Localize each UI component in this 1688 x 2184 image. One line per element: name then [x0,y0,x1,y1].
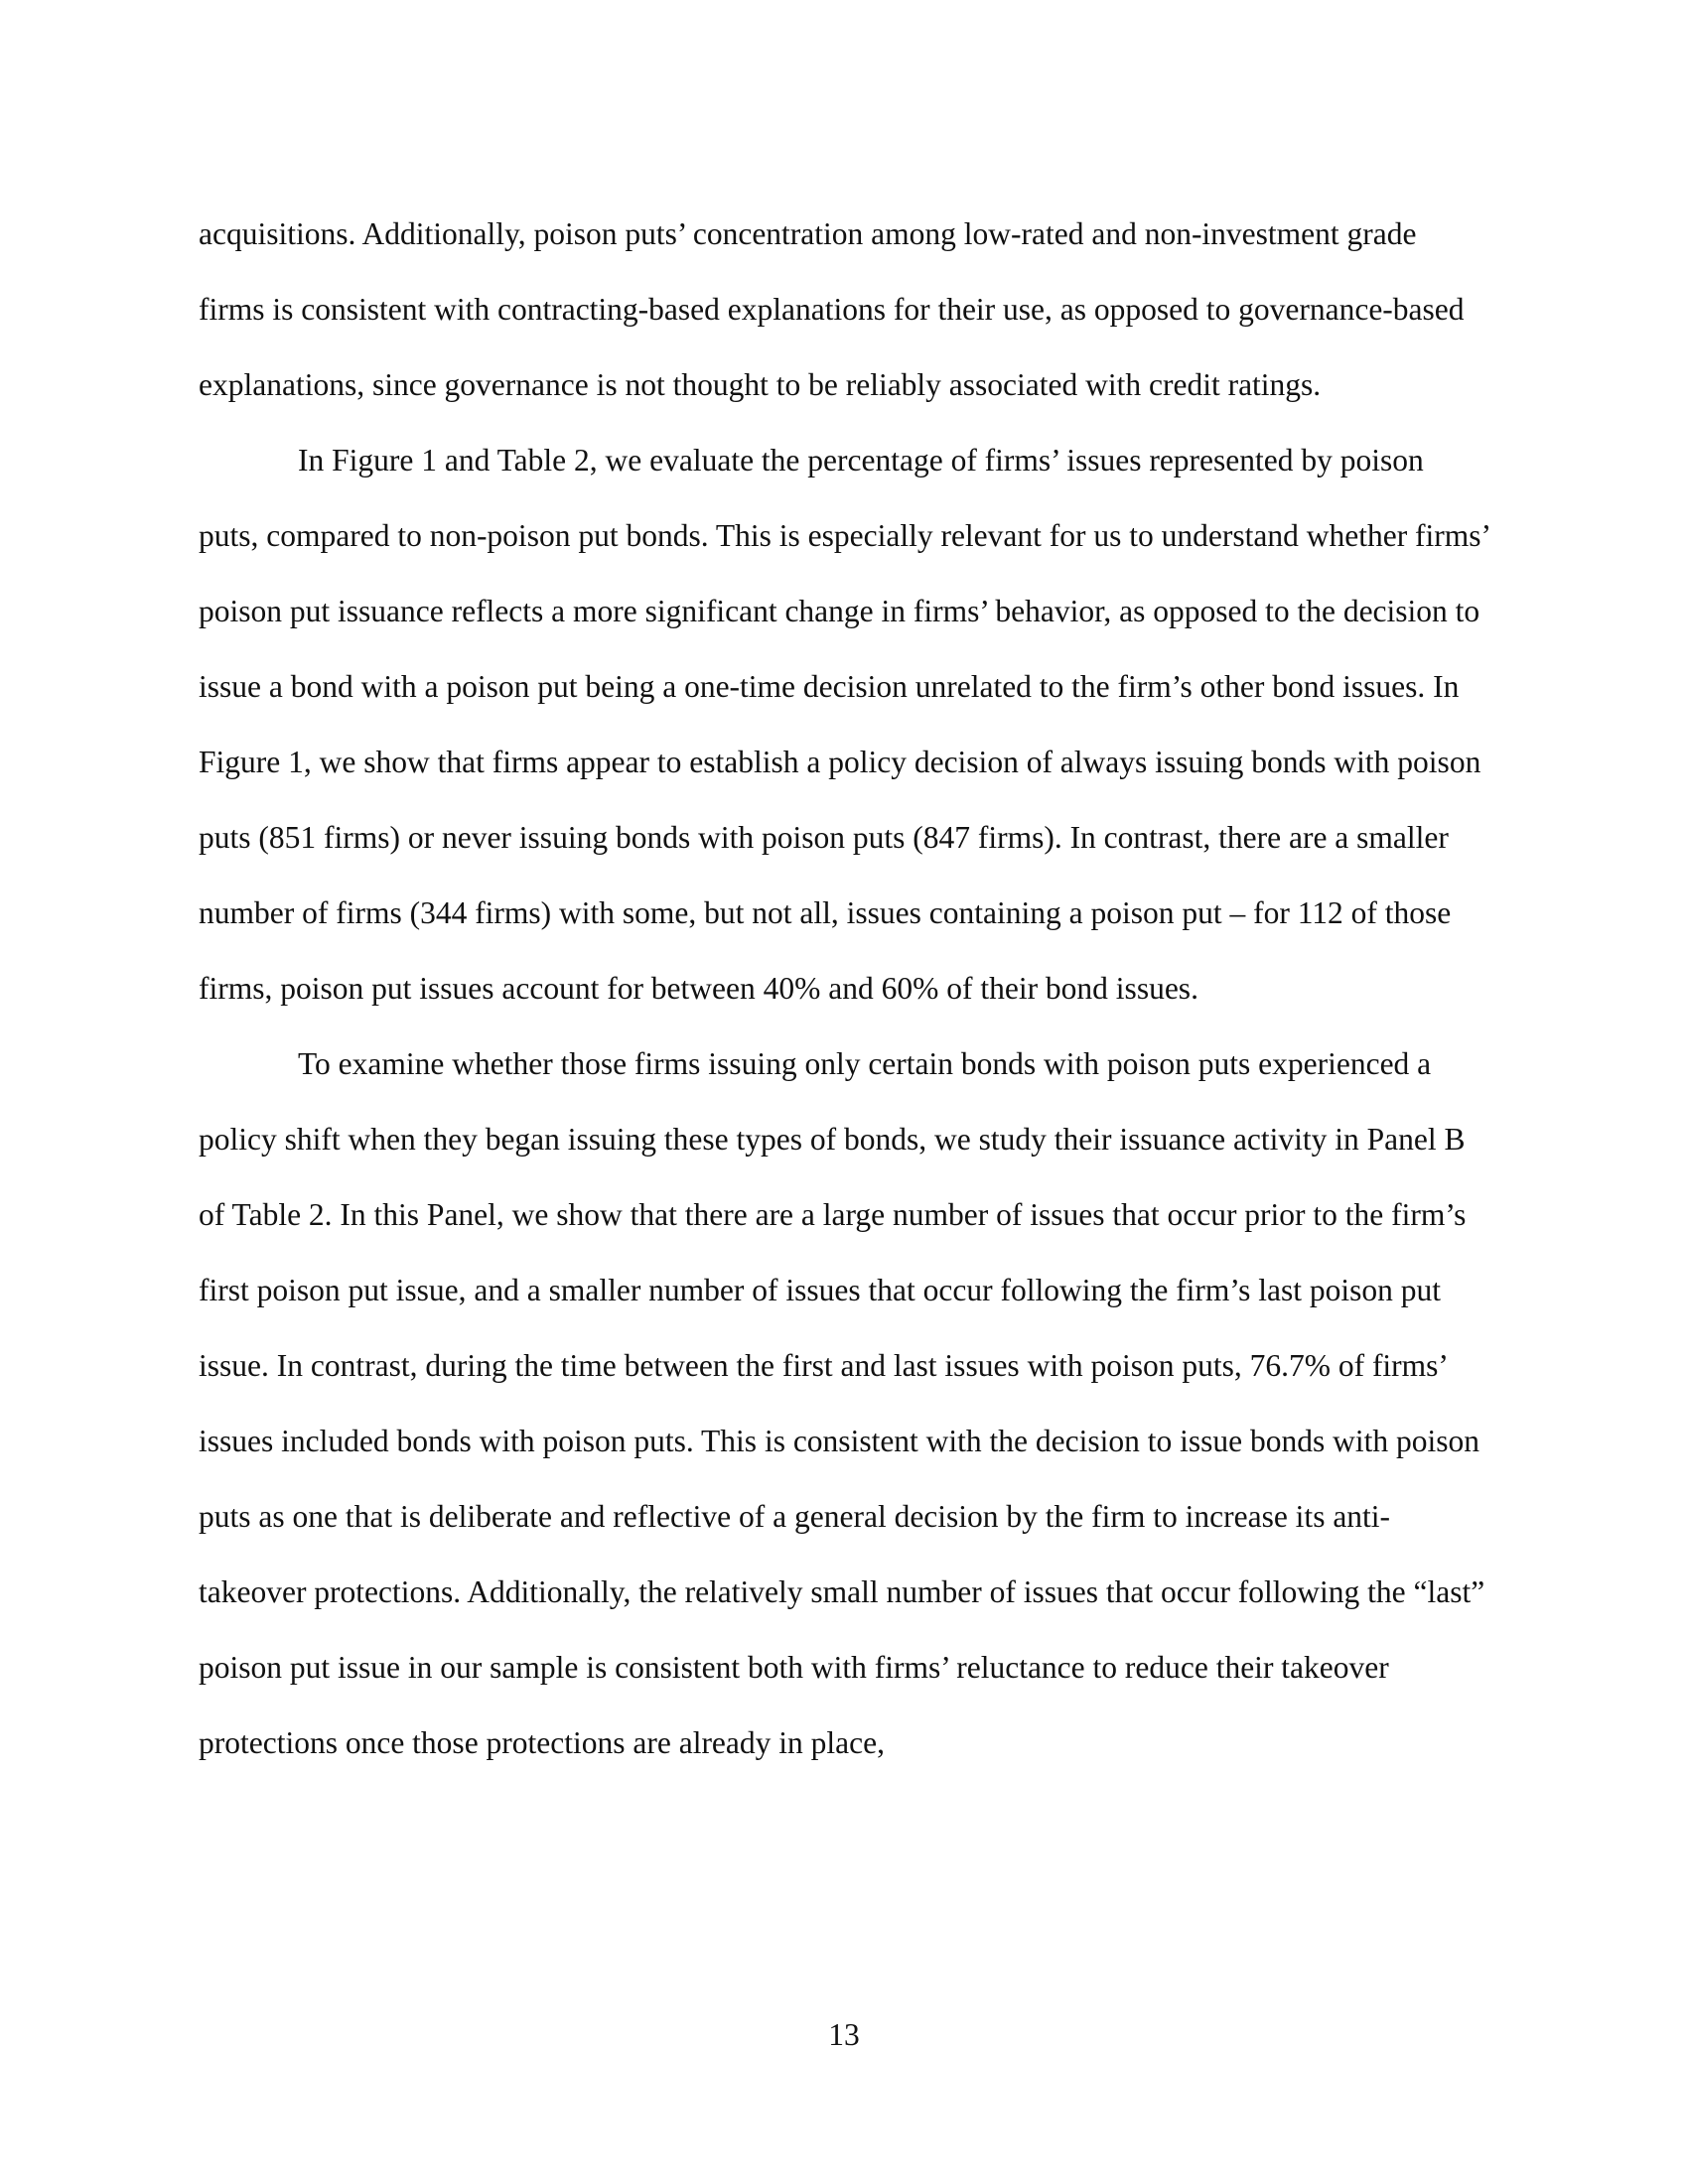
body-text [199,197,1489,1781]
paragraph-figure1-table2: In Figure 1 and Table 2, we evaluate the percentage of firms’ issues represented by poison puts, compared to non-poison put bonds. This is especially relevant for us to understand whether firms’ poison put issuance reflects a more significant change in firms’ behavior, as opposed to the decision to issue a bond with a poison put being a one-time decision unrelated to the firm’s other bond issues. In Figure 1, we show that firms appear to establish a policy decision of always issuing bonds with poison puts (851 firms) or never issuing bonds with poison puts (847 firms). In contrast, there are a smaller number of firms (344 firms) with some, but not all, issues containing a poison put – for 112 of those firms, poison put issues account for between 40% and 60% of their bond issues. [199,443,1489,1006]
paragraph-panel-b: To examine whether those firms issuing only certain bonds with poison puts experienced a policy shift when they began issuing these types of bonds, we study their issuance activity in Panel B of Table 2. In this Panel, we show that there are a large number of issues that occur prior to the firm’s first poison put issue, and a smaller number of issues that occur following the firm’s last poison put issue. In contrast, during the time between the first and last issues with poison puts, 76.7% of firms’ issues included bonds with poison puts. This is consistent with the decision to issue bonds with poison puts as one that is deliberate and reflective of a general decision by the firm to increase its anti-takeover protections. Additionally, the relatively small number of issues that occur following the “last” poison put issue in our sample is consistent both with firms’ reluctance to reduce their takeover protections once those protections are already in place, [199,1046,1485,1760]
paragraph-continuation: acquisitions. Additionally, poison puts’ concentration among low-rated and non-investment grade firms is consistent with contracting-based explanations for their use, as opposed to governance-based explanations, since governance is not thought to be reliably associated with credit ratings. [199,216,1465,402]
page-number: 13 [828,2017,860,2052]
